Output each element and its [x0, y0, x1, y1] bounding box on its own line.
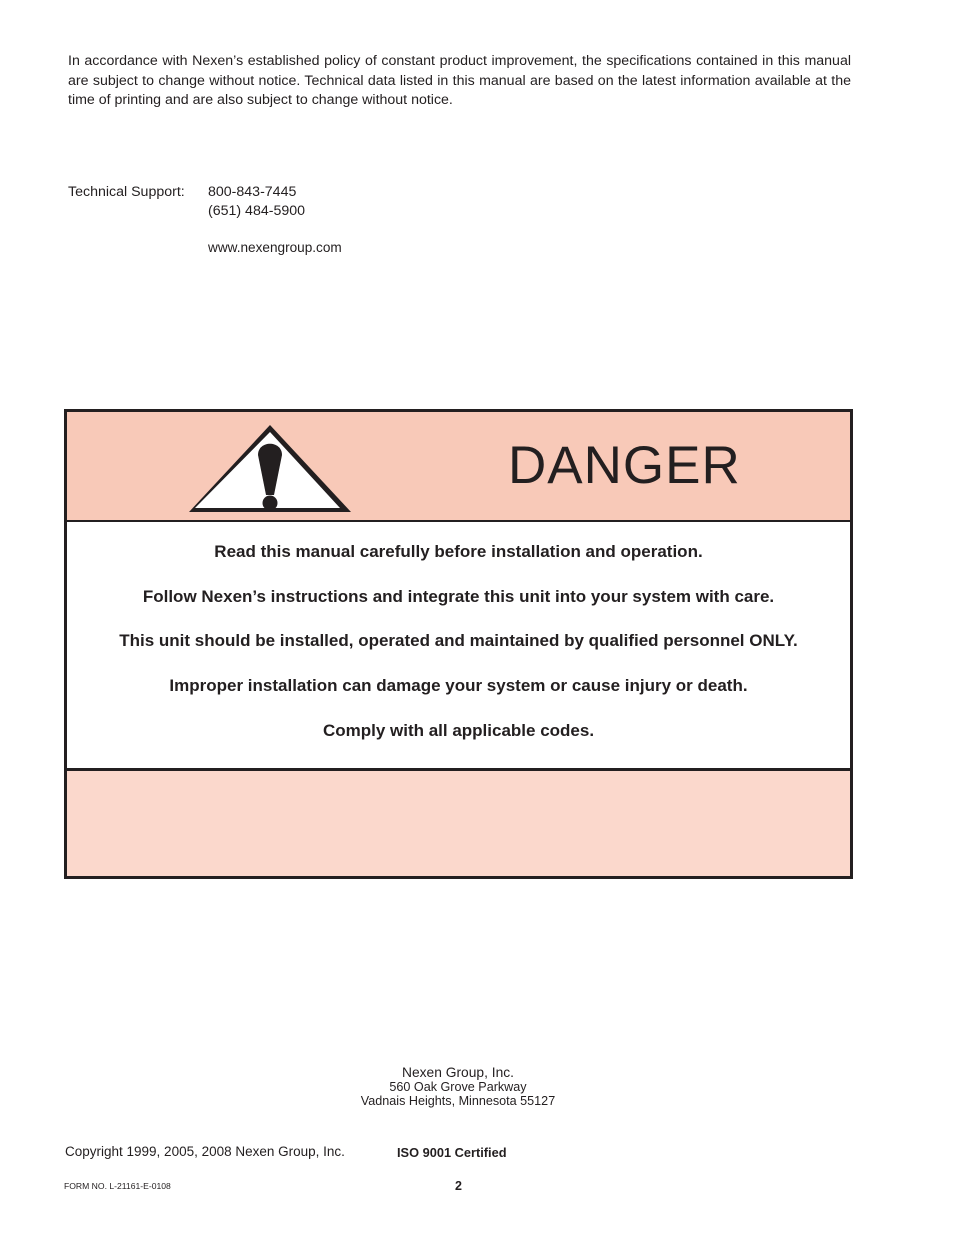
danger-title: DANGER [508, 436, 741, 495]
page-number: 2 [455, 1179, 462, 1193]
iso-certification: ISO 9001 Certified [397, 1145, 507, 1160]
support-phone-local: (651) 484-5900 [208, 203, 306, 219]
technical-support-label: Technical Support: [68, 184, 185, 200]
danger-instruction: Read this manual carefully before installation and operation. [214, 542, 703, 561]
exclamation-warning-triangle-icon [187, 422, 353, 514]
form-number: FORM NO. L-21161-E-0108 [64, 1181, 171, 1191]
danger-instruction: Comply with all applicable codes. [322, 721, 595, 740]
company-street: 560 Oak Grove Parkway [389, 1080, 527, 1094]
company-city: Vadnais Heights, Minnesota 55127 [360, 1094, 556, 1108]
danger-header [67, 412, 850, 522]
danger-instruction: Improper installation can damage your system or cause injury or death. [169, 676, 748, 695]
policy-notice: In accordance with Nexen’s established policy of constant product improvement, the specifications contained in this manual are subject to change without notice. Technical data listed in this manual are based on the latest information available at the time of printing and are also subject to change without notice. [68, 53, 851, 108]
danger-instruction: Follow Nexen’s instructions and integrate this unit into your system with care. [142, 587, 775, 606]
copyright-notice: Copyright 1999, 2005, 2008 Nexen Group, Inc. [65, 1144, 345, 1159]
support-website-link[interactable]: www.nexengroup.com [208, 240, 342, 255]
danger-footer-panel [67, 768, 850, 876]
company-name: Nexen Group, Inc. [402, 1065, 514, 1080]
danger-instructions [67, 522, 850, 768]
danger-warning-box [64, 409, 853, 879]
danger-instruction: This unit should be installed, operated and maintained by qualified personnel ONLY. [119, 631, 798, 650]
support-phone-tollfree: 800-843-7445 [208, 184, 297, 200]
